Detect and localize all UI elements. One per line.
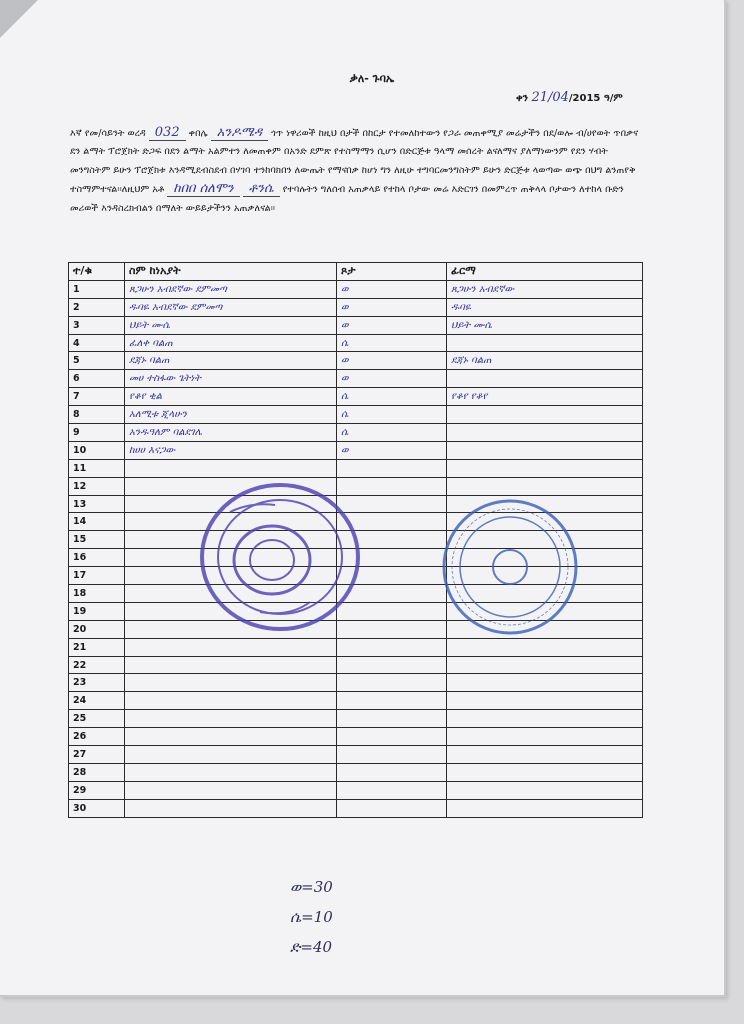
row-number: 17 (69, 567, 125, 585)
row-sex (337, 728, 447, 746)
row-sex: ሴ (337, 388, 447, 406)
row-sex: ሴ (337, 334, 447, 352)
row-signature (447, 656, 643, 674)
col-header-number: ተ/ቁ (69, 263, 125, 281)
tally-female: ሴ=10 (290, 908, 333, 926)
row-number: 12 (69, 477, 125, 495)
col-header-signature: ፊርማ (447, 263, 643, 281)
row-number: 4 (69, 334, 125, 352)
row-name (125, 728, 337, 746)
row-signature (447, 424, 643, 442)
table-row (69, 763, 643, 781)
row-number: 14 (69, 513, 125, 531)
row-name: ከሀሀ እናጋው (125, 441, 337, 459)
row-number: 27 (69, 746, 125, 764)
table-row (69, 781, 643, 799)
row-signature: ዱባዬ (447, 298, 643, 316)
handwritten-name-2: ቶንሴ (243, 181, 280, 197)
row-sex (337, 710, 447, 728)
para-text-1: እኛ የመ/ሳይንት ወረዳ (70, 128, 146, 139)
row-number: 8 (69, 406, 125, 424)
row-signature (447, 763, 643, 781)
table-row (69, 370, 643, 388)
document-date (516, 90, 623, 105)
row-signature (447, 728, 643, 746)
minutes-paragraph (70, 124, 645, 218)
table-header-row (69, 263, 643, 281)
table-row (69, 656, 643, 674)
row-number: 29 (69, 781, 125, 799)
row-sex: ወ (337, 298, 447, 316)
row-number: 5 (69, 352, 125, 370)
row-name: አንዱዓለም ባልደገሌ (125, 424, 337, 442)
row-name: ዱባዬ አብደኛው ደምመጣ (125, 298, 337, 316)
date-prefix: ቀን (516, 93, 528, 104)
row-number: 11 (69, 459, 125, 477)
row-sex (337, 746, 447, 764)
row-sex (337, 763, 447, 781)
row-name: መሀ ተስፋው ጌትነት (125, 370, 337, 388)
row-sex: ወ (337, 441, 447, 459)
row-name (125, 710, 337, 728)
document-title: ቃለ- ጉባኤ (349, 72, 395, 85)
row-name (125, 781, 337, 799)
table-row (69, 424, 643, 442)
row-signature: ህይት ሙሴ (447, 316, 643, 334)
row-signature (447, 799, 643, 817)
row-number: 25 (69, 710, 125, 728)
row-signature (447, 746, 643, 764)
row-number: 3 (69, 316, 125, 334)
row-name (125, 746, 337, 764)
row-name: ጸጋሁን አብደኛው ደምመጣ (125, 280, 337, 298)
table-row (69, 352, 643, 370)
official-stamp-left (190, 472, 370, 647)
table-row (69, 710, 643, 728)
folded-corner (0, 0, 38, 38)
row-number: 22 (69, 656, 125, 674)
row-number: 7 (69, 388, 125, 406)
row-number: 18 (69, 585, 125, 603)
date-handwritten: 21/04 (531, 90, 569, 105)
row-name (125, 799, 337, 817)
row-number: 23 (69, 674, 125, 692)
handwritten-place: አንዶሜዳ (211, 125, 268, 141)
table-row (69, 280, 643, 298)
table-row (69, 334, 643, 352)
row-number: 28 (69, 763, 125, 781)
row-number: 9 (69, 424, 125, 442)
table-row (69, 316, 643, 334)
handwritten-name: ከበበ ሰለሞን (167, 181, 239, 197)
row-name: አለሚቱ ጂላሁን (125, 406, 337, 424)
table-row (69, 728, 643, 746)
row-number: 19 (69, 602, 125, 620)
row-signature (447, 459, 643, 477)
row-sex: ወ (337, 352, 447, 370)
handwritten-kebele: 032 (149, 125, 186, 141)
row-name (125, 656, 337, 674)
tally-total: ድ=40 (290, 938, 333, 956)
table-row (69, 406, 643, 424)
table-row (69, 388, 643, 406)
row-number: 10 (69, 441, 125, 459)
row-signature (447, 710, 643, 728)
row-number: 26 (69, 728, 125, 746)
row-signature (447, 692, 643, 710)
row-number: 1 (69, 280, 125, 298)
row-sex: ወ (337, 370, 447, 388)
row-signature: የቆየ የቆየ (447, 388, 643, 406)
row-sex (337, 674, 447, 692)
row-sex: ሴ (337, 424, 447, 442)
row-name: ደጃኑ ባልጠ (125, 352, 337, 370)
row-sex (337, 799, 447, 817)
row-name: የቆየ ቂል (125, 388, 337, 406)
col-header-name: ስም ከነአያት (125, 263, 337, 281)
official-stamp-right (438, 495, 582, 639)
row-sex: ወ (337, 316, 447, 334)
row-number: 20 (69, 620, 125, 638)
row-name (125, 692, 337, 710)
row-signature (447, 334, 643, 352)
table-row (69, 799, 643, 817)
row-number: 15 (69, 531, 125, 549)
row-name: ፈለቀ ባልጠ (125, 334, 337, 352)
table-row (69, 692, 643, 710)
row-name (125, 674, 337, 692)
para-text-4: የተባሉትን ግለሰብ አጠቃላይ የተከላ ቦታው መሬ እድርገን በመምረጥ ጠቅላላ ቦታውን ለተከላ ቡድን መሪወች እንዳስረክብልን በማለት ውይይታችንን አጠቃለናል። (70, 184, 624, 214)
row-sex: ወ (337, 280, 447, 298)
row-sex (337, 781, 447, 799)
row-number: 30 (69, 799, 125, 817)
table-row (69, 298, 643, 316)
row-sex: ሴ (337, 406, 447, 424)
row-number: 2 (69, 298, 125, 316)
para-text-3: ጎጥ ነዋሪወች ከዚህ በታች በከርታ የተመለከተውን የጋራ መጠቀሚያ መሬታችን በደ/ወሎ ብ/ሀየወት ጥበቃና ደን ልማት ፕሮጀክት ድጋፍ በደን ልማት አልምተን ለመጠቀም በአንድ ደምጽ የተስማማን ሲሆን በድርጅቱ ዓላማ መሰረት ልናለማና ያለማነውንም የደን ሃብት መንግስትም ይሁን ፕሮጀክቱ እንዳሚደብስደብ በሃገባ ተንከባክበን ለውጤት የማናበቃ ከሆነ ግን ለዚሁ ተግባርመንግስትም ይሁን ድርጅቱ ላወጣው ወጭ በህግ ልንጠየቅ ተስማምተናል።ለዚህም አቶ (70, 128, 639, 196)
row-number: 6 (69, 370, 125, 388)
row-sex (337, 656, 447, 674)
date-suffix: /2015 ዓ/ም (568, 93, 623, 104)
row-number: 21 (69, 638, 125, 656)
row-signature (447, 477, 643, 495)
table-row (69, 674, 643, 692)
row-name: ህይት ሙሴ (125, 316, 337, 334)
row-signature (447, 674, 643, 692)
row-number: 24 (69, 692, 125, 710)
row-signature (447, 370, 643, 388)
tally-male: ወ=30 (290, 878, 333, 896)
row-number: 13 (69, 495, 125, 513)
row-signature (447, 441, 643, 459)
table-row (69, 441, 643, 459)
row-number: 16 (69, 549, 125, 567)
row-sex (337, 692, 447, 710)
row-signature (447, 406, 643, 424)
col-header-sex: ጾታ (337, 263, 447, 281)
para-text-2: ቀበሌ (188, 128, 208, 139)
row-signature: ጸጋሁን አብደኛው (447, 280, 643, 298)
row-signature (447, 638, 643, 656)
row-signature: ደጃኑ ባልጠ (447, 352, 643, 370)
row-signature (447, 781, 643, 799)
table-row (69, 746, 643, 764)
row-name (125, 763, 337, 781)
